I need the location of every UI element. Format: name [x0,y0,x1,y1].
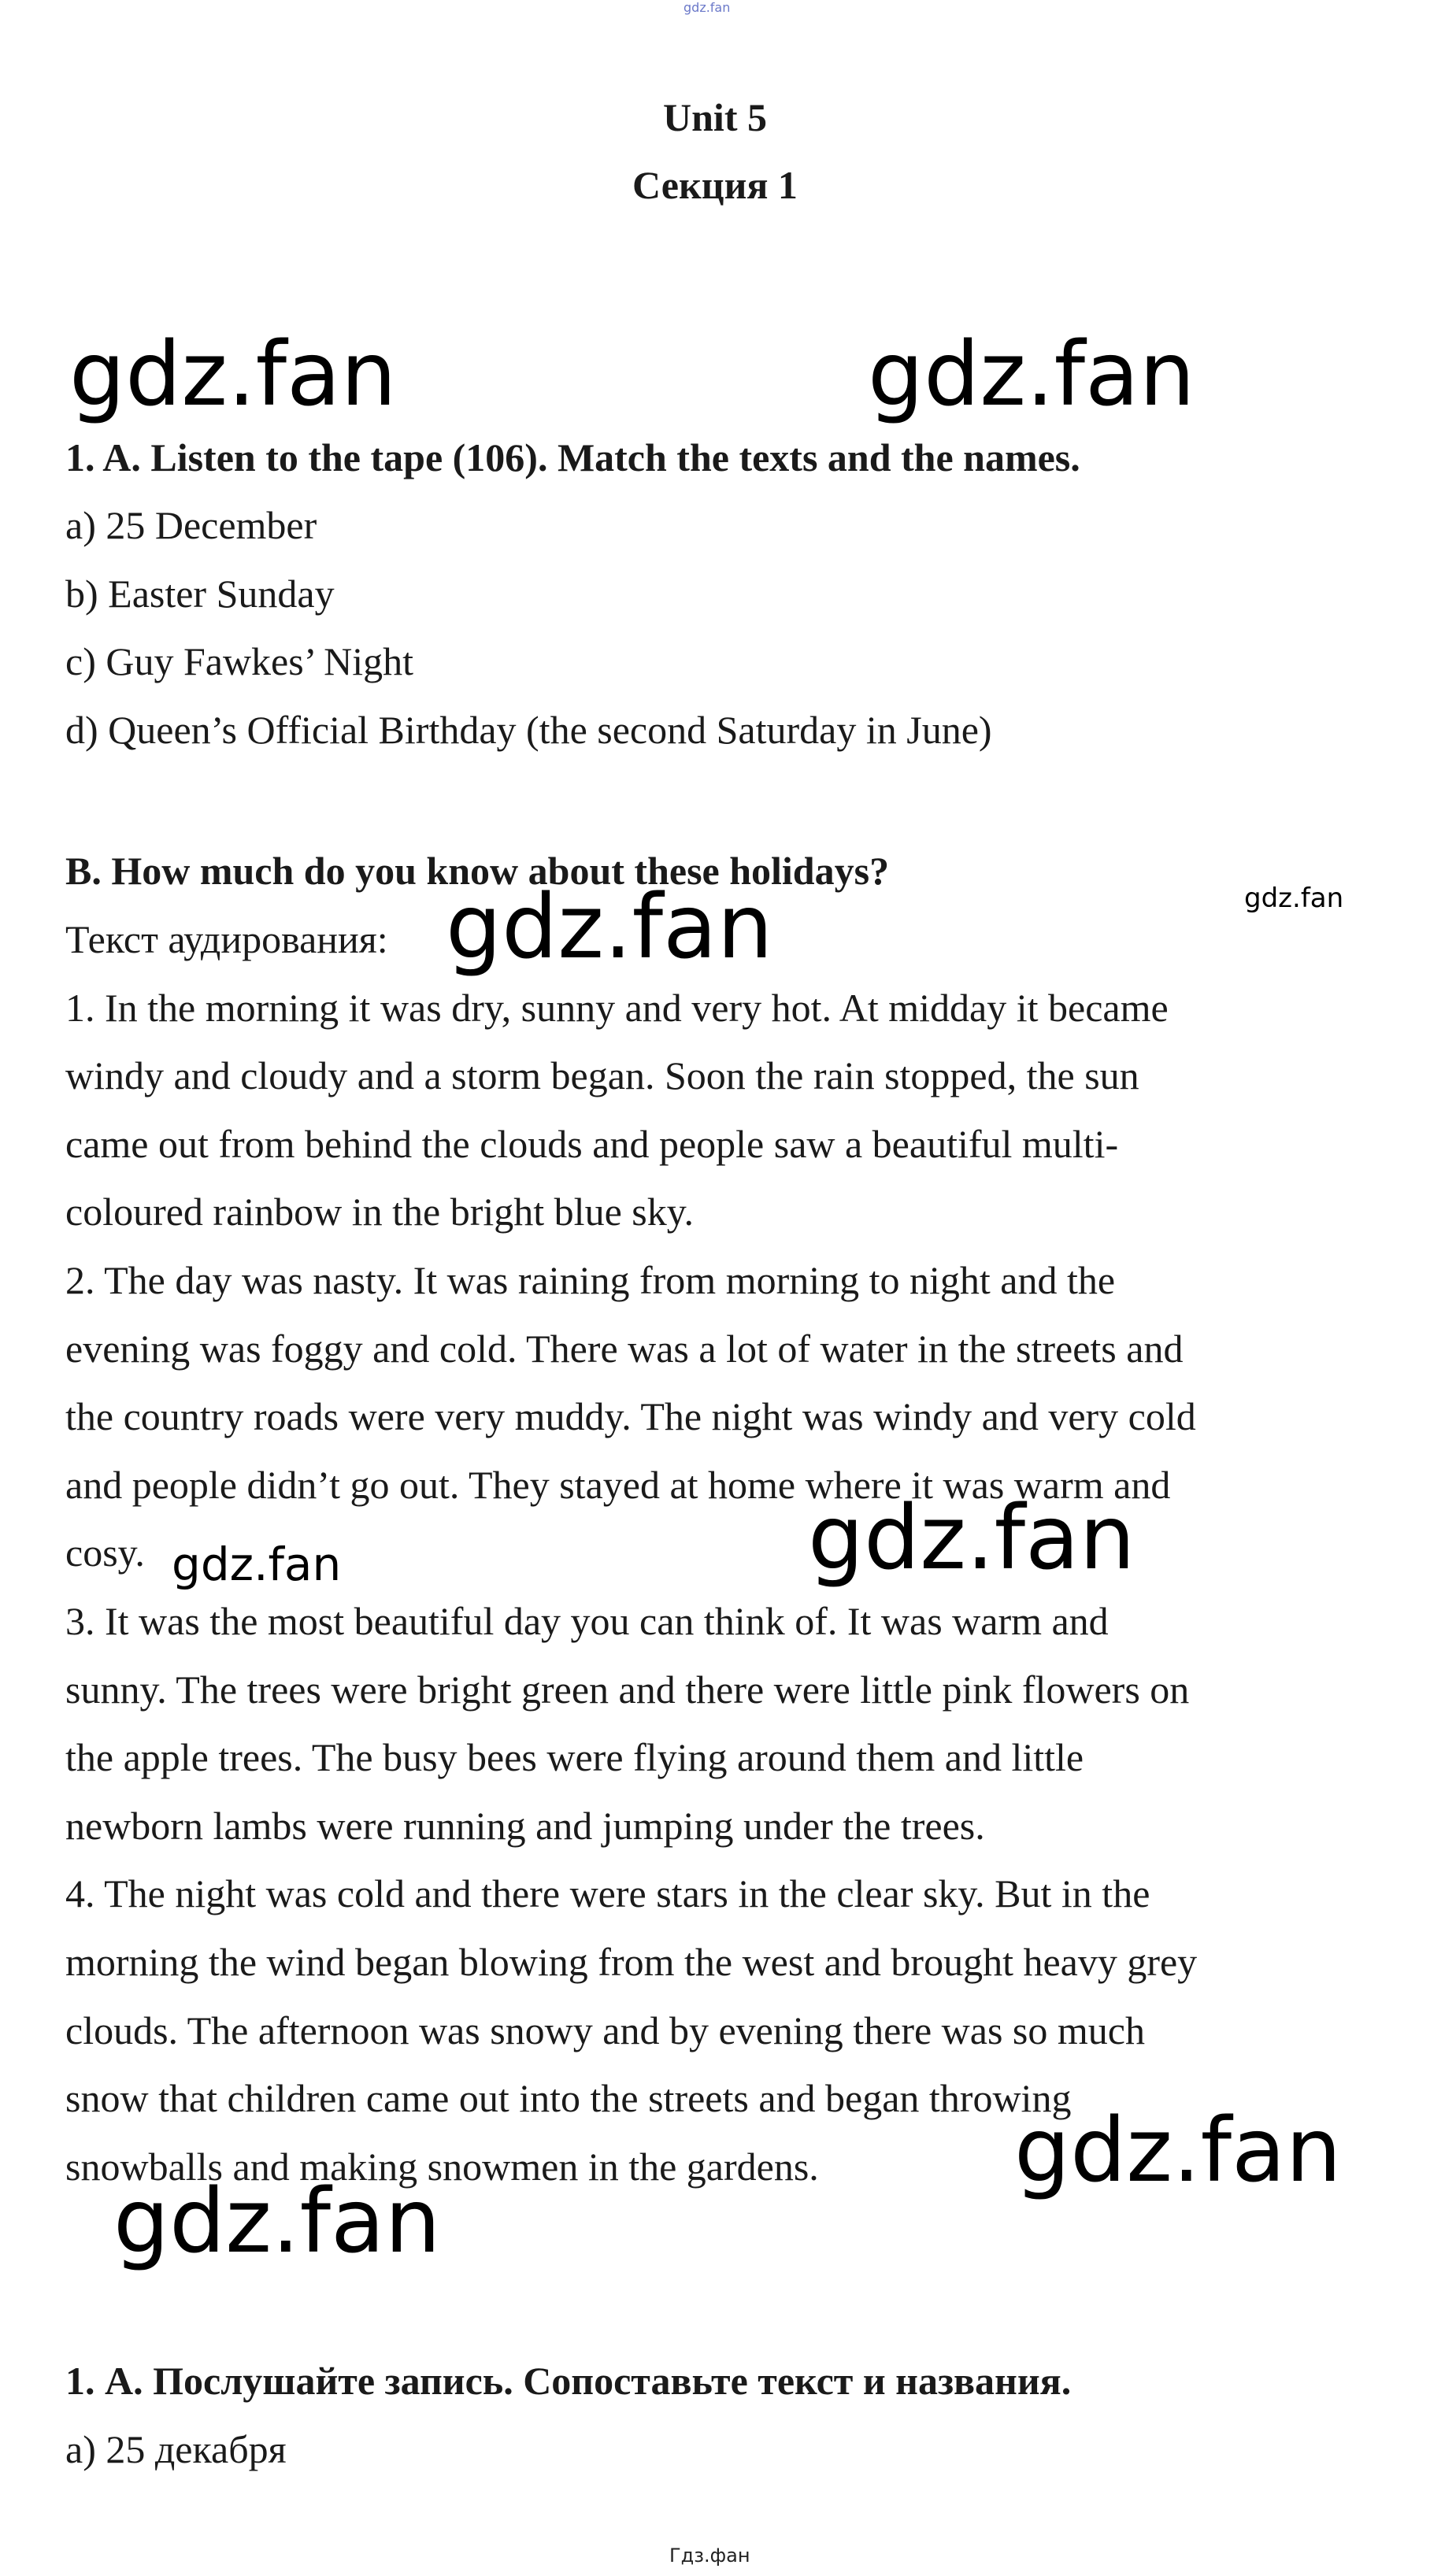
transcript-line: clouds. The afternoon was snowy and by evening there was so much [65,2008,1145,2052]
footer-watermark: Гдз.фан [669,2545,750,2567]
transcript [65,905,1388,2200]
watermark-left-2: gdz.fan [113,2171,441,2273]
transcript-line: snowballs and making snowmen in the gardens. [65,2144,819,2189]
transcript-line: came out from behind the clouds and people saw a beautiful multi- [65,1121,1119,1166]
list-item: c) Guy Fawkes’ Night [65,639,414,684]
task-b-heading: B. How much do you know about these holidays? [65,849,890,893]
list-item: d) Queen’s Official Birthday (the second Saturday in June) [65,707,992,752]
transcript-line: 1. In the morning it was dry, sunny and very hot. At midday it became [65,985,1169,1030]
list-item: a) 25 December [65,503,317,547]
list-item: b) Easter Sunday [65,571,335,616]
transcript-line: 2. The day was nasty. It was raining from morning to night and the [65,1257,1116,1302]
holiday-list [65,491,1388,764]
transcript-line: coloured rainbow in the bright blue sky. [65,1190,694,1234]
transcript-line: 3. It was the most beautiful day you can think of. It was warm and [65,1598,1109,1643]
transcript-line: newborn lambs were running and jumping under the trees. [65,1803,985,1848]
watermark-center-2: gdz.fan [808,1487,1135,1590]
watermark-right-2: gdz.fan [1014,2100,1342,2202]
ru-first-item: а) 25 декабря [65,2427,287,2471]
watermark-top: gdz.fan [684,0,731,15]
task-1a-heading: 1. A. Listen to the tape (106). Match the texts and the names. [65,435,1080,479]
watermark-center-1: gdz.fan [446,876,773,979]
watermark-small-right: gdz.fan [1244,883,1344,914]
transcript-line: windy and cloudy and a storm began. Soon the rain stopped, the sun [65,1053,1139,1098]
transcript-line: and people didn’t go out. They stayed at home where it was warm and [65,1462,1171,1507]
transcript-line: morning the wind began blowing from the west and brought heavy grey [65,1939,1198,1984]
transcript-line: cosy. [65,1530,145,1575]
ru-task-heading: 1. А. Послушайте запись. Сопоставьте текст и названия. [65,2359,1072,2403]
unit-title: Unit 5 [663,95,767,139]
watermark-right-1: gdz.fan [868,324,1195,426]
transcript-label: Текст аудирования: [65,917,388,961]
transcript-line: the country roads were very muddy. The night was windy and very cold [65,1394,1196,1439]
transcript-line: the apple trees. The busy bees were flying around them and little [65,1735,1084,1780]
transcript-line: evening was foggy and cold. There was a lot of water in the streets and [65,1326,1184,1371]
transcript-line: 4. The night was cold and there were stars in the clear sky. But in the [65,1871,1150,1916]
watermark-small-left: gdz.fan [172,1538,342,1591]
transcript-line: snow that children came out into the streets and began throwing [65,2076,1072,2121]
section-title: Секция 1 [632,163,798,207]
transcript-line: sunny. The trees were bright green and there were little pink flowers on [65,1667,1190,1712]
watermark-left-1: gdz.fan [69,324,397,426]
